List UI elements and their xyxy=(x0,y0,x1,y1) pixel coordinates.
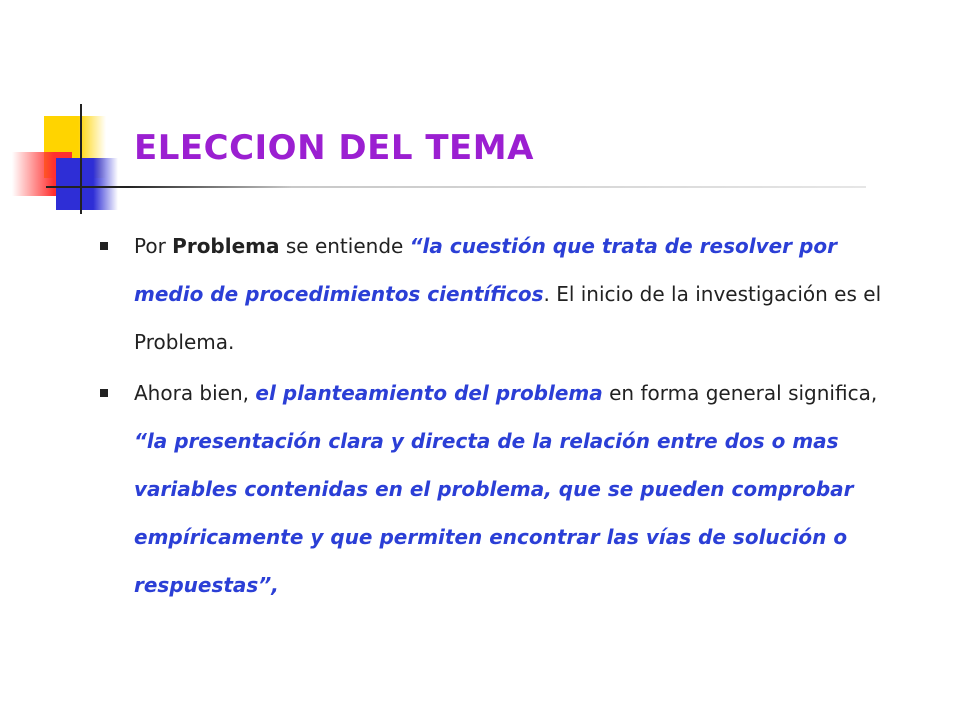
text-segment: se entiende xyxy=(279,234,410,258)
slide-title: ELECCION DEL TEMA xyxy=(134,128,534,168)
text-segment: Ahora bien, xyxy=(134,381,256,405)
definition-quote: “la cuestión que trata de resolver por medio de procedimientos científicos xyxy=(134,234,837,306)
square-bullet-icon xyxy=(100,389,108,397)
keyword-planteamiento: el planteamiento del problema xyxy=(255,381,603,405)
title-underline-rule xyxy=(46,186,866,188)
text-segment: . El inicio de la investigación es el Problema. xyxy=(134,282,882,354)
bullet-list xyxy=(100,222,900,612)
bullet-item-planteamiento xyxy=(100,369,900,609)
vertical-rule xyxy=(80,104,82,214)
definition-quote: “la presentación clara y directa de la relación entre dos o mas variables contenidas en el problema, que se pueden comprobar empíricamente y que permiten encontrar las vías de solución o respuestas”, xyxy=(134,429,854,597)
square-bullet-icon xyxy=(100,242,108,250)
bullet-item-problema xyxy=(100,222,900,366)
text-segment: en forma general significa, xyxy=(602,381,878,405)
text-segment: Por xyxy=(134,234,173,258)
decorative-logo xyxy=(0,0,140,230)
keyword-problema: Problema xyxy=(172,234,280,258)
blue-square-decoration xyxy=(56,158,118,210)
